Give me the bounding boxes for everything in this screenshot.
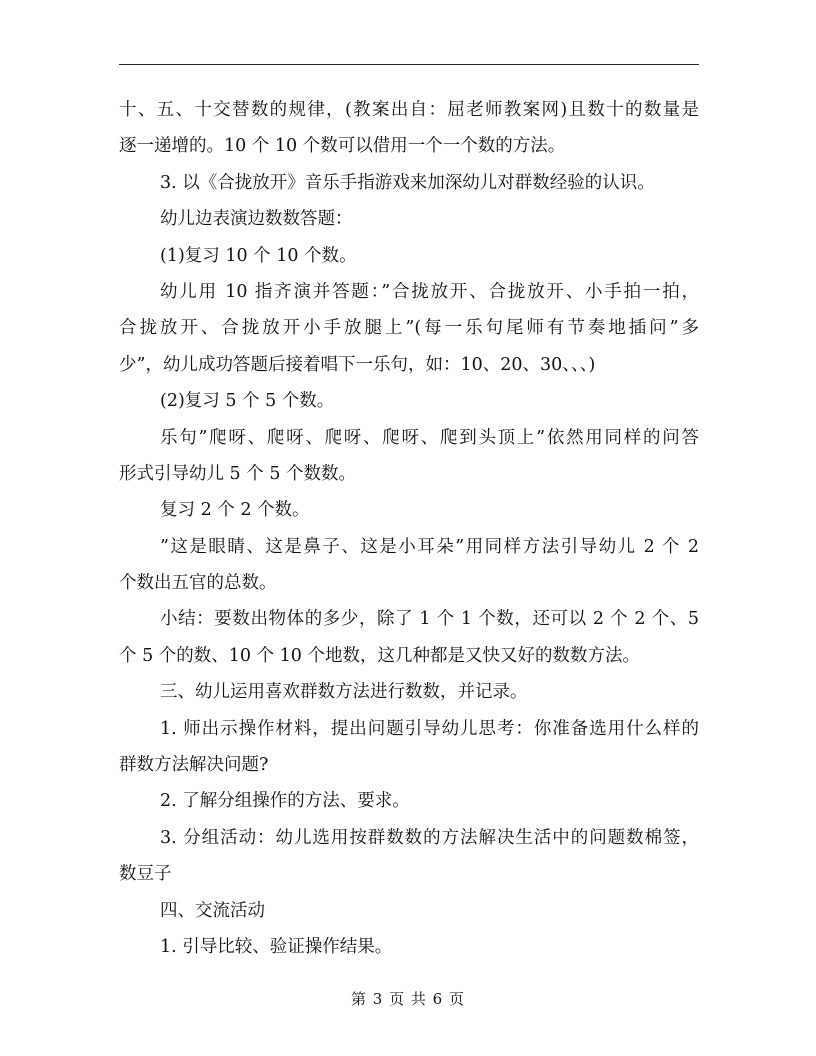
paragraph-line: 复习 2 个 2 个数。 [160,500,310,521]
paragraph-line: (1)复习 10 个 10 个数。 [160,245,357,266]
paragraph-line: 2. 了解分组操作的方法、要求。 [160,791,410,812]
paragraph-line: 3. 分组活动：幼儿选用按群数数的方法解决生活中的问题数棉签， [160,827,699,848]
paragraph-line: 1. 师出示操作材料，提出问题引导幼儿思考：你准备选用什么样的 [160,718,699,739]
paragraph-line: 三、幼儿运用喜欢群数方法进行数数，并记录。 [160,682,528,703]
page-number-footer: 第 3 页 共 6 页 [351,990,465,1008]
paragraph-line: 四、交流活动 [160,900,265,921]
paragraph-line: 个数出五官的总数。 [119,573,277,594]
paragraph-line: 群数方法解决问题? [119,755,269,776]
paragraph-line: 乐句”爬呀、爬呀、爬呀、爬呀、爬到头顶上”依然用同样的问答 [160,427,699,448]
paragraph-line: 幼儿边表演边数数答题： [160,209,353,230]
paragraph-line: 幼儿用 10 指齐演并答题：”合拢放开、合拢放开、小手拍一拍， [160,281,699,302]
paragraph-line: 小结：要数出物体的多少，除了 1 个 1 个数，还可以 2 个 2 个、5 [160,609,699,630]
paragraph-line: 形式引导幼儿 5 个 5 个数数。 [119,463,357,484]
paragraph-line: 3. 以《合拢放开》音乐手指游戏来加深幼儿对群数经验的认识。 [160,172,655,193]
paragraph-line: 数豆子 [119,864,172,885]
paragraph-line: 1. 引导比较、验证操作结果。 [160,936,393,957]
paragraph-line: ”这是眼睛、这是鼻子、这是小耳朵”用同样方法引导幼儿 2 个 2 [160,536,699,557]
paragraph-line: 十、五、十交替数的规律，(教案出自：屈老师教案网)且数十的数量是 [119,100,699,120]
paragraph-line: 少”，幼儿成功答题后接着唱下一乐句，如：10、20、30、、、) [119,354,596,375]
paragraph-line: (2)复习 5 个 5 个数。 [160,391,335,412]
paragraph-line: 合拢放开、合拢放开小手放腿上”(每一乐句尾师有节奏地插问”多 [119,318,699,339]
paragraph-line: 逐一递增的。10 个 10 个数可以借用一个一个数的方法。 [119,136,566,157]
header-rule [119,64,699,65]
paragraph-line: 个 5 个的数、10 个 10 个地数，这几种都是又快又好的数数方法。 [119,645,640,666]
document-body [119,92,699,965]
